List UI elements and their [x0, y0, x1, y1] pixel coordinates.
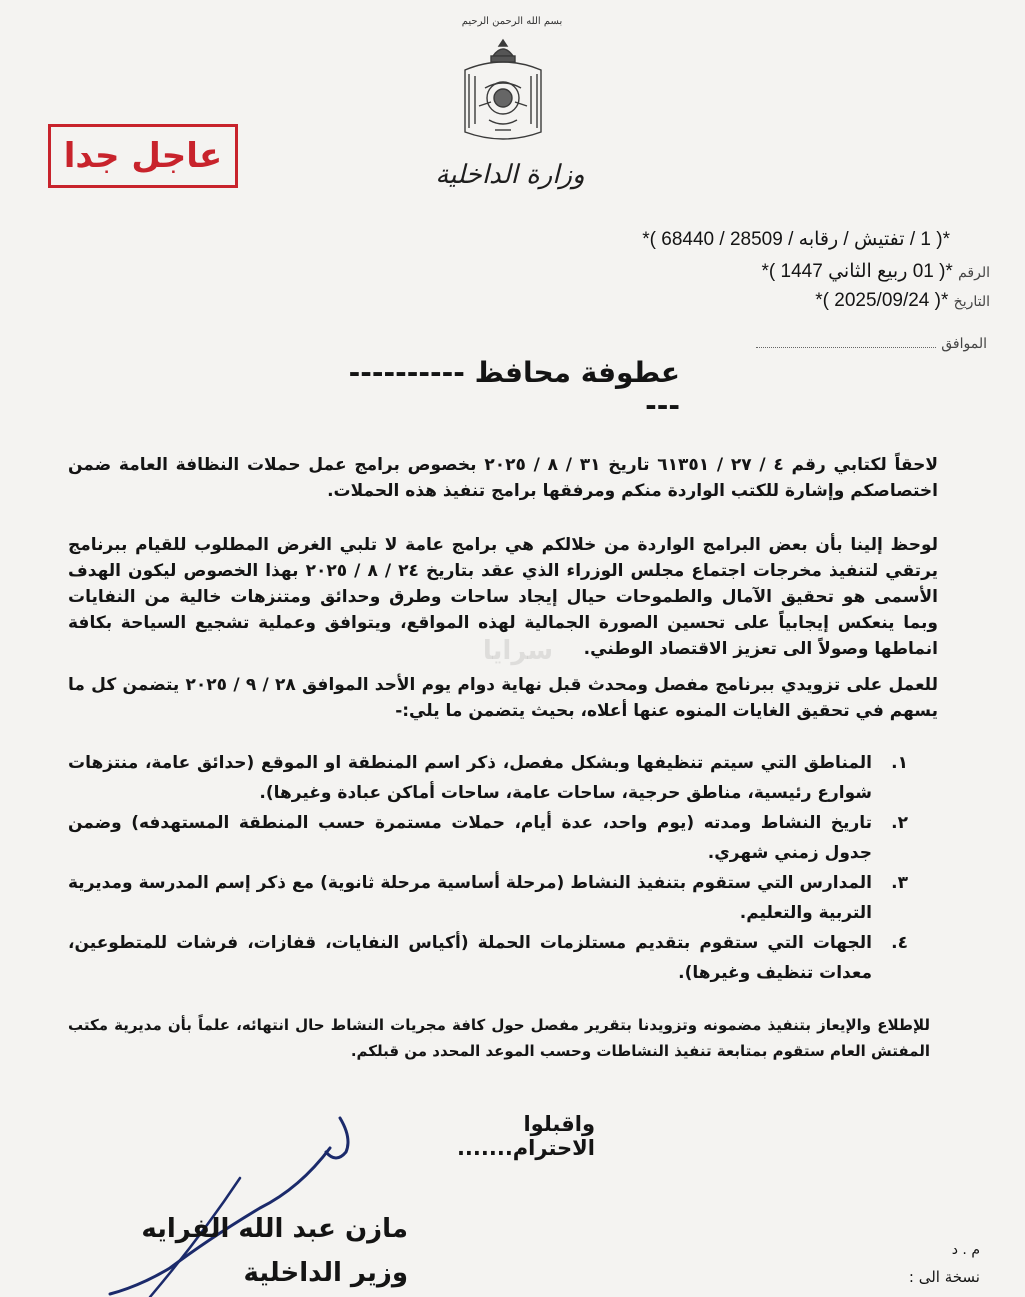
watermark-logo: سرايا	[482, 636, 554, 666]
final-paragraph: للإطلاع والإيعاز بتنفيذ مضمونه وتزويدنا بتقرير مفصل حول كافة مجريات النشاط حال انتهائه، علماً بأن مديرية مكتب المفتش العام ستقوم بمتابعة تنفيذ النشاطات وحسب الموعد المحدد من قبلكم.	[68, 1016, 930, 1060]
list-item	[68, 808, 908, 868]
body-paragraph-3: للعمل على تزويدي ببرنامج مفصل ومحدث قبل نهاية دوام يوم الأحد الموافق ٢٨ / ٩ / ٢٠٢٥ يتضمن كل ما يسهم في تحقيق الغايات المنوه عنها أعلاه، بحيث يتضمن ما يلي:-	[68, 675, 938, 721]
list-item-number: ٤.	[891, 933, 908, 953]
coat-of-arms-emblem	[455, 36, 551, 148]
urgent-stamp: عاجل جدا	[48, 124, 238, 188]
reference-corresponding-label: الموافق	[941, 335, 987, 351]
reference-code: *( 1 / تفتيش / رقابه / 28509 / 68440 )*	[642, 229, 950, 250]
signatory-name: مازن عبد الله الفرايه	[141, 1214, 408, 1244]
reference-number-value: *( 01 ربيع الثاني 1447 )*	[761, 261, 953, 282]
list-item-text: المناطق التي سيتم تنظيفها وبشكل مفصل، ذكر اسم المنطقة او الموقع (حدائق عامة، منتزهات شوارع رئيسية، مناطق حرجية، ساحات عامة، ساحات أماكن عبادة وغيرها).	[68, 753, 872, 803]
list-item-text: الجهات التي ستقوم بتقديم مستلزمات الحملة (أكياس النفايات، قفازات، فرشات للمتطوعين، معدات تنظيف وغيرها).	[68, 933, 872, 983]
copy-to-label: نسخة الى :	[908, 1268, 980, 1286]
list-item	[68, 748, 908, 808]
body-paragraph-1: لاحقاً لكتابي رقم ٤ / ٢٧ / ٦١٣٥١ تاريخ ٣١ / ٨ / ٢٠٢٥ بخصوص برامج عمل حملات النظافة العامة ضمن اختصاصكم وإشارة للكتب الواردة منكم ومرفقها برامج تنفيذ هذه الحملات.	[68, 455, 939, 501]
list-item-number: ١.	[891, 753, 908, 773]
reference-corresponding-row	[755, 332, 987, 354]
requirements-list	[68, 748, 908, 988]
basmala-text: بسم الله الرحمن الرحيم	[461, 16, 563, 27]
list-item-number: ٣.	[891, 873, 908, 893]
list-item	[68, 868, 908, 928]
reference-number-row	[730, 260, 990, 283]
list-item-number: ٢.	[891, 813, 908, 833]
reference-date-row	[760, 290, 990, 312]
ministry-name: وزارة الداخلية	[435, 160, 585, 190]
closing-text: واقبلوا الاحترام.......	[456, 1112, 595, 1160]
letter-subject: عطوفة محافظ -------------	[348, 356, 680, 422]
reference-date-label: التاريخ	[953, 293, 990, 309]
footer-initials: م . د	[951, 1242, 980, 1258]
reference-date-value: *( 2025/09/24 )*	[815, 290, 949, 311]
body-paragraph-2: لوحظ إلينا بأن بعض البرامج الواردة من خلالكم هي برامج عامة لا تلبي الغرض المطلوب للقيام ببرنامج يرتقي لتنفيذ مخرجات اجتماع مجلس الوزراء الذي عقد بتاريخ ٢٤ / ٨ / ٢٠٢٥ بهذا الخصوص ليكون الهدف الأسمى هو تحقيق الآمال والطموحات حيال إيجاد ساحات وطرق وحدائق ومتنزهات خالية من النفايات وبما ينعكس إيجابياً على تحسين الصورة الجمالية لهذه المواقع، ويتوافق وعملية تشجيع السياحة بكافة انماطها وصولاً الى تعزيز الاقتصاد الوطني.	[68, 535, 939, 659]
signatory-title: وزير الداخلية	[243, 1258, 408, 1288]
list-item	[68, 928, 908, 988]
corresponding-dotted-line	[756, 347, 936, 348]
reference-number-label: الرقم	[958, 264, 990, 280]
list-item-text: المدارس التي ستقوم بتنفيذ النشاط (مرحلة أساسية مرحلة ثانوية) مع ذكر إسم المدرسة ومديرية التربية والتعليم.	[68, 873, 872, 923]
list-item-text: تاريخ النشاط ومدته (يوم واحد، عدة أيام، حملات مستمرة حسب المنطقة المستهدفه) وضمن جدول زمني شهري.	[68, 813, 872, 863]
